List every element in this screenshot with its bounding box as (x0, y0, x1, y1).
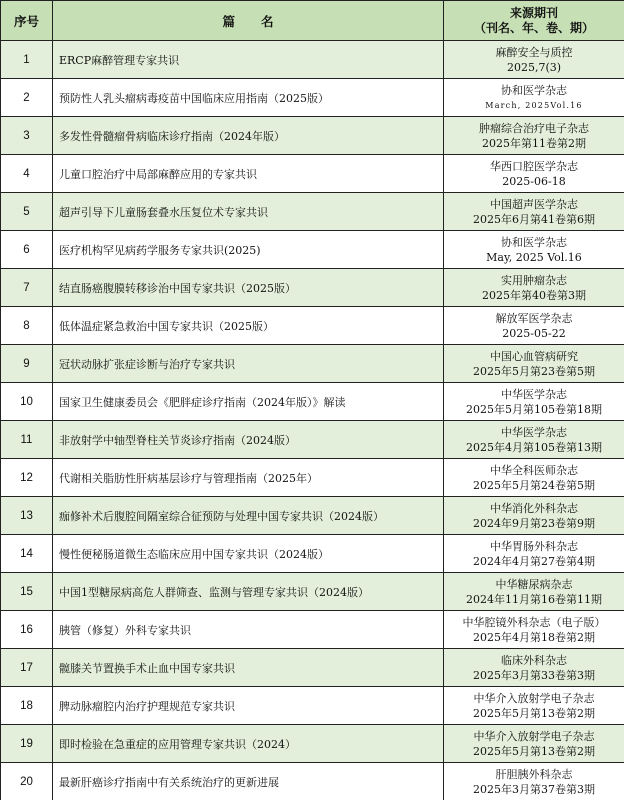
source-journal-cell (444, 459, 624, 497)
article-title: 慢性便秘肠道微生态临床应用中国专家共识（2024版） (53, 535, 444, 573)
article-title: 最新肝癌诊疗指南中有关系统治疗的更新进展 (53, 763, 444, 800)
article-title: 髋膝关节置换手术止血中国专家共识 (53, 649, 444, 687)
source-journal-cell (444, 231, 624, 269)
row-number: 9 (1, 345, 53, 383)
row-number: 17 (1, 649, 53, 687)
source-journal-cell (444, 345, 624, 383)
journal-issue: 2024年4月第27卷第4期 (473, 554, 595, 568)
source-journal-cell (444, 41, 624, 79)
row-number: 3 (1, 117, 53, 155)
header-source (444, 1, 624, 41)
source-journal-cell (444, 117, 624, 155)
table-row (1, 611, 624, 649)
journal-name: 中华全科医师杂志 (490, 463, 578, 477)
journal-name: 中华介入放射学电子杂志 (473, 729, 595, 743)
article-title: 国家卫生健康委员会《肥胖症诊疗指南（2024年版）》解读 (53, 383, 444, 421)
journal-name: 实用肿瘤杂志 (501, 273, 567, 287)
journal-issue: 2025年5月第24卷第5期 (473, 478, 595, 492)
journal-issue: 2024年9月第23卷第9期 (473, 516, 595, 530)
table-header-row (1, 1, 624, 41)
table-row (1, 193, 624, 231)
row-number: 10 (1, 383, 53, 421)
journal-issue: 2025年6月第41卷第6期 (473, 212, 595, 226)
row-number: 7 (1, 269, 53, 307)
row-number: 11 (1, 421, 53, 459)
header-title: 篇名 (53, 1, 444, 41)
row-number: 19 (1, 725, 53, 763)
source-journal-cell (444, 535, 624, 573)
header-no: 序号 (1, 1, 53, 41)
table-row (1, 307, 624, 345)
journal-issue: 2025年4月第105卷第13期 (466, 440, 602, 454)
row-number: 4 (1, 155, 53, 193)
header-source-line1: 来源期刊 (509, 5, 558, 20)
journal-name: 中华胃肠外科杂志 (490, 539, 578, 553)
journal-issue: May, 2025 Vol.16 (486, 250, 582, 264)
journal-issue: 2025年第11卷第2期 (482, 136, 586, 150)
article-title: 胰管（修复）外科专家共识 (53, 611, 444, 649)
journal-name: 肿瘤综合治疗电子杂志 (479, 121, 589, 135)
journal-name: 华西口腔医学杂志 (490, 159, 578, 173)
journal-name: 中华糖尿病杂志 (495, 577, 573, 591)
article-title: 中国1型糖尿病高危人群筛查、监测与管理专家共识（2024版） (53, 573, 444, 611)
table-row (1, 763, 624, 800)
row-number: 2 (1, 79, 53, 117)
table-row (1, 497, 624, 535)
article-title: 儿童口腔治疗中局部麻醉应用的专家共识 (53, 155, 444, 193)
row-number: 6 (1, 231, 53, 269)
row-number: 8 (1, 307, 53, 345)
journal-issue: 2025年5月第13卷第2期 (473, 744, 595, 758)
source-journal-cell (444, 763, 624, 800)
row-number: 20 (1, 763, 53, 800)
source-journal-cell (444, 155, 624, 193)
article-title: 结直肠癌腹膜转移诊治中国专家共识（2025版） (53, 269, 444, 307)
journal-name: 肝胆胰外科杂志 (495, 767, 573, 781)
table-row (1, 573, 624, 611)
row-number: 16 (1, 611, 53, 649)
journal-issue: 2025年3月第33卷第3期 (473, 668, 595, 682)
table-row (1, 725, 624, 763)
journal-issue: 2025年5月第23卷第5期 (473, 364, 595, 378)
journal-issue: 2025年5月第105卷第18期 (466, 402, 602, 416)
table-row (1, 117, 624, 155)
article-title: 预防性人乳头瘤病毒疫苗中国临床应用指南（2025版） (53, 79, 444, 117)
table-row (1, 41, 624, 79)
journal-name: 协和医学杂志 (501, 235, 567, 249)
source-journal-cell (444, 383, 624, 421)
table-row (1, 79, 624, 117)
source-journal-cell (444, 611, 624, 649)
table-row (1, 535, 624, 573)
journal-name: 中华介入放射学电子杂志 (473, 691, 595, 705)
source-journal-cell (444, 725, 624, 763)
journal-issue: 2025年5月第13卷第2期 (473, 706, 595, 720)
journal-name: 中国心血管病研究 (490, 349, 578, 363)
article-title: 冠状动脉扩张症诊断与治疗专家共识 (53, 345, 444, 383)
table-row (1, 649, 624, 687)
source-journal-cell (444, 193, 624, 231)
source-journal-cell (444, 269, 624, 307)
table-row (1, 231, 624, 269)
table-row (1, 155, 624, 193)
journal-name: 中华医学杂志 (501, 387, 567, 401)
journal-name: 临床外科杂志 (501, 653, 567, 667)
source-journal-cell (444, 687, 624, 725)
source-journal-cell (444, 497, 624, 535)
journal-name: 协和医学杂志 (501, 83, 567, 97)
row-number: 14 (1, 535, 53, 573)
source-journal-cell (444, 421, 624, 459)
article-title: ERCP麻醉管理专家共识 (53, 41, 444, 79)
article-title: 非放射学中轴型脊柱关节炎诊疗指南（2024版） (53, 421, 444, 459)
journal-issue: 2025年3月第37卷第3期 (473, 782, 595, 796)
row-number: 1 (1, 41, 53, 79)
row-number: 12 (1, 459, 53, 497)
source-journal-cell (444, 79, 624, 117)
table-row (1, 269, 624, 307)
journal-name: 中华腔镜外科杂志（电子版） (462, 615, 606, 629)
source-journal-cell (444, 649, 624, 687)
source-journal-cell (444, 573, 624, 611)
journal-issue: 2025年4月第18卷第2期 (473, 630, 595, 644)
journal-issue: 2025-05-22 (502, 326, 566, 340)
row-number: 5 (1, 193, 53, 231)
journal-name: 中国超声医学杂志 (490, 197, 578, 211)
table-row (1, 345, 624, 383)
journal-name: 解放军医学杂志 (495, 311, 573, 325)
article-title: 超声引导下儿童肠套叠水压复位术专家共识 (53, 193, 444, 231)
journal-name: 麻醉安全与质控 (495, 45, 573, 59)
article-title: 代谢相关脂肪性肝病基层诊疗与管理指南（2025年） (53, 459, 444, 497)
row-number: 13 (1, 497, 53, 535)
article-title: 脾动脉瘤腔内治疗护理规范专家共识 (53, 687, 444, 725)
journal-issue: 2025年第40卷第3期 (482, 288, 586, 302)
header-source-line2: （刊名、年、卷、期） (473, 20, 594, 35)
article-title: 低体温症紧急救治中国专家共识（2025版） (53, 307, 444, 345)
journal-issue: 2024年11月第16卷第11期 (466, 592, 602, 606)
table-row (1, 421, 624, 459)
journal-issue: March, 2025Vol.16 (485, 100, 583, 110)
journal-issue: 2025,7(3) (506, 60, 562, 74)
table-row (1, 687, 624, 725)
article-title: 医疗机构罕见病药学服务专家共识(2025) (53, 231, 444, 269)
article-title: 多发性骨髓瘤骨病临床诊疗指南（2024年版） (53, 117, 444, 155)
article-title: 痂修补术后腹腔间隔室综合征预防与处理中国专家共识（2024版） (53, 497, 444, 535)
table-row (1, 383, 624, 421)
row-number: 15 (1, 573, 53, 611)
row-number: 18 (1, 687, 53, 725)
journal-issue: 2025-06-18 (502, 174, 566, 188)
journal-name: 中华消化外科杂志 (490, 501, 578, 515)
source-journal-cell (444, 307, 624, 345)
table-row (1, 459, 624, 497)
article-title: 即时检验在急重症的应用管理专家共识（2024） (53, 725, 444, 763)
journal-name: 中华医学杂志 (501, 425, 567, 439)
